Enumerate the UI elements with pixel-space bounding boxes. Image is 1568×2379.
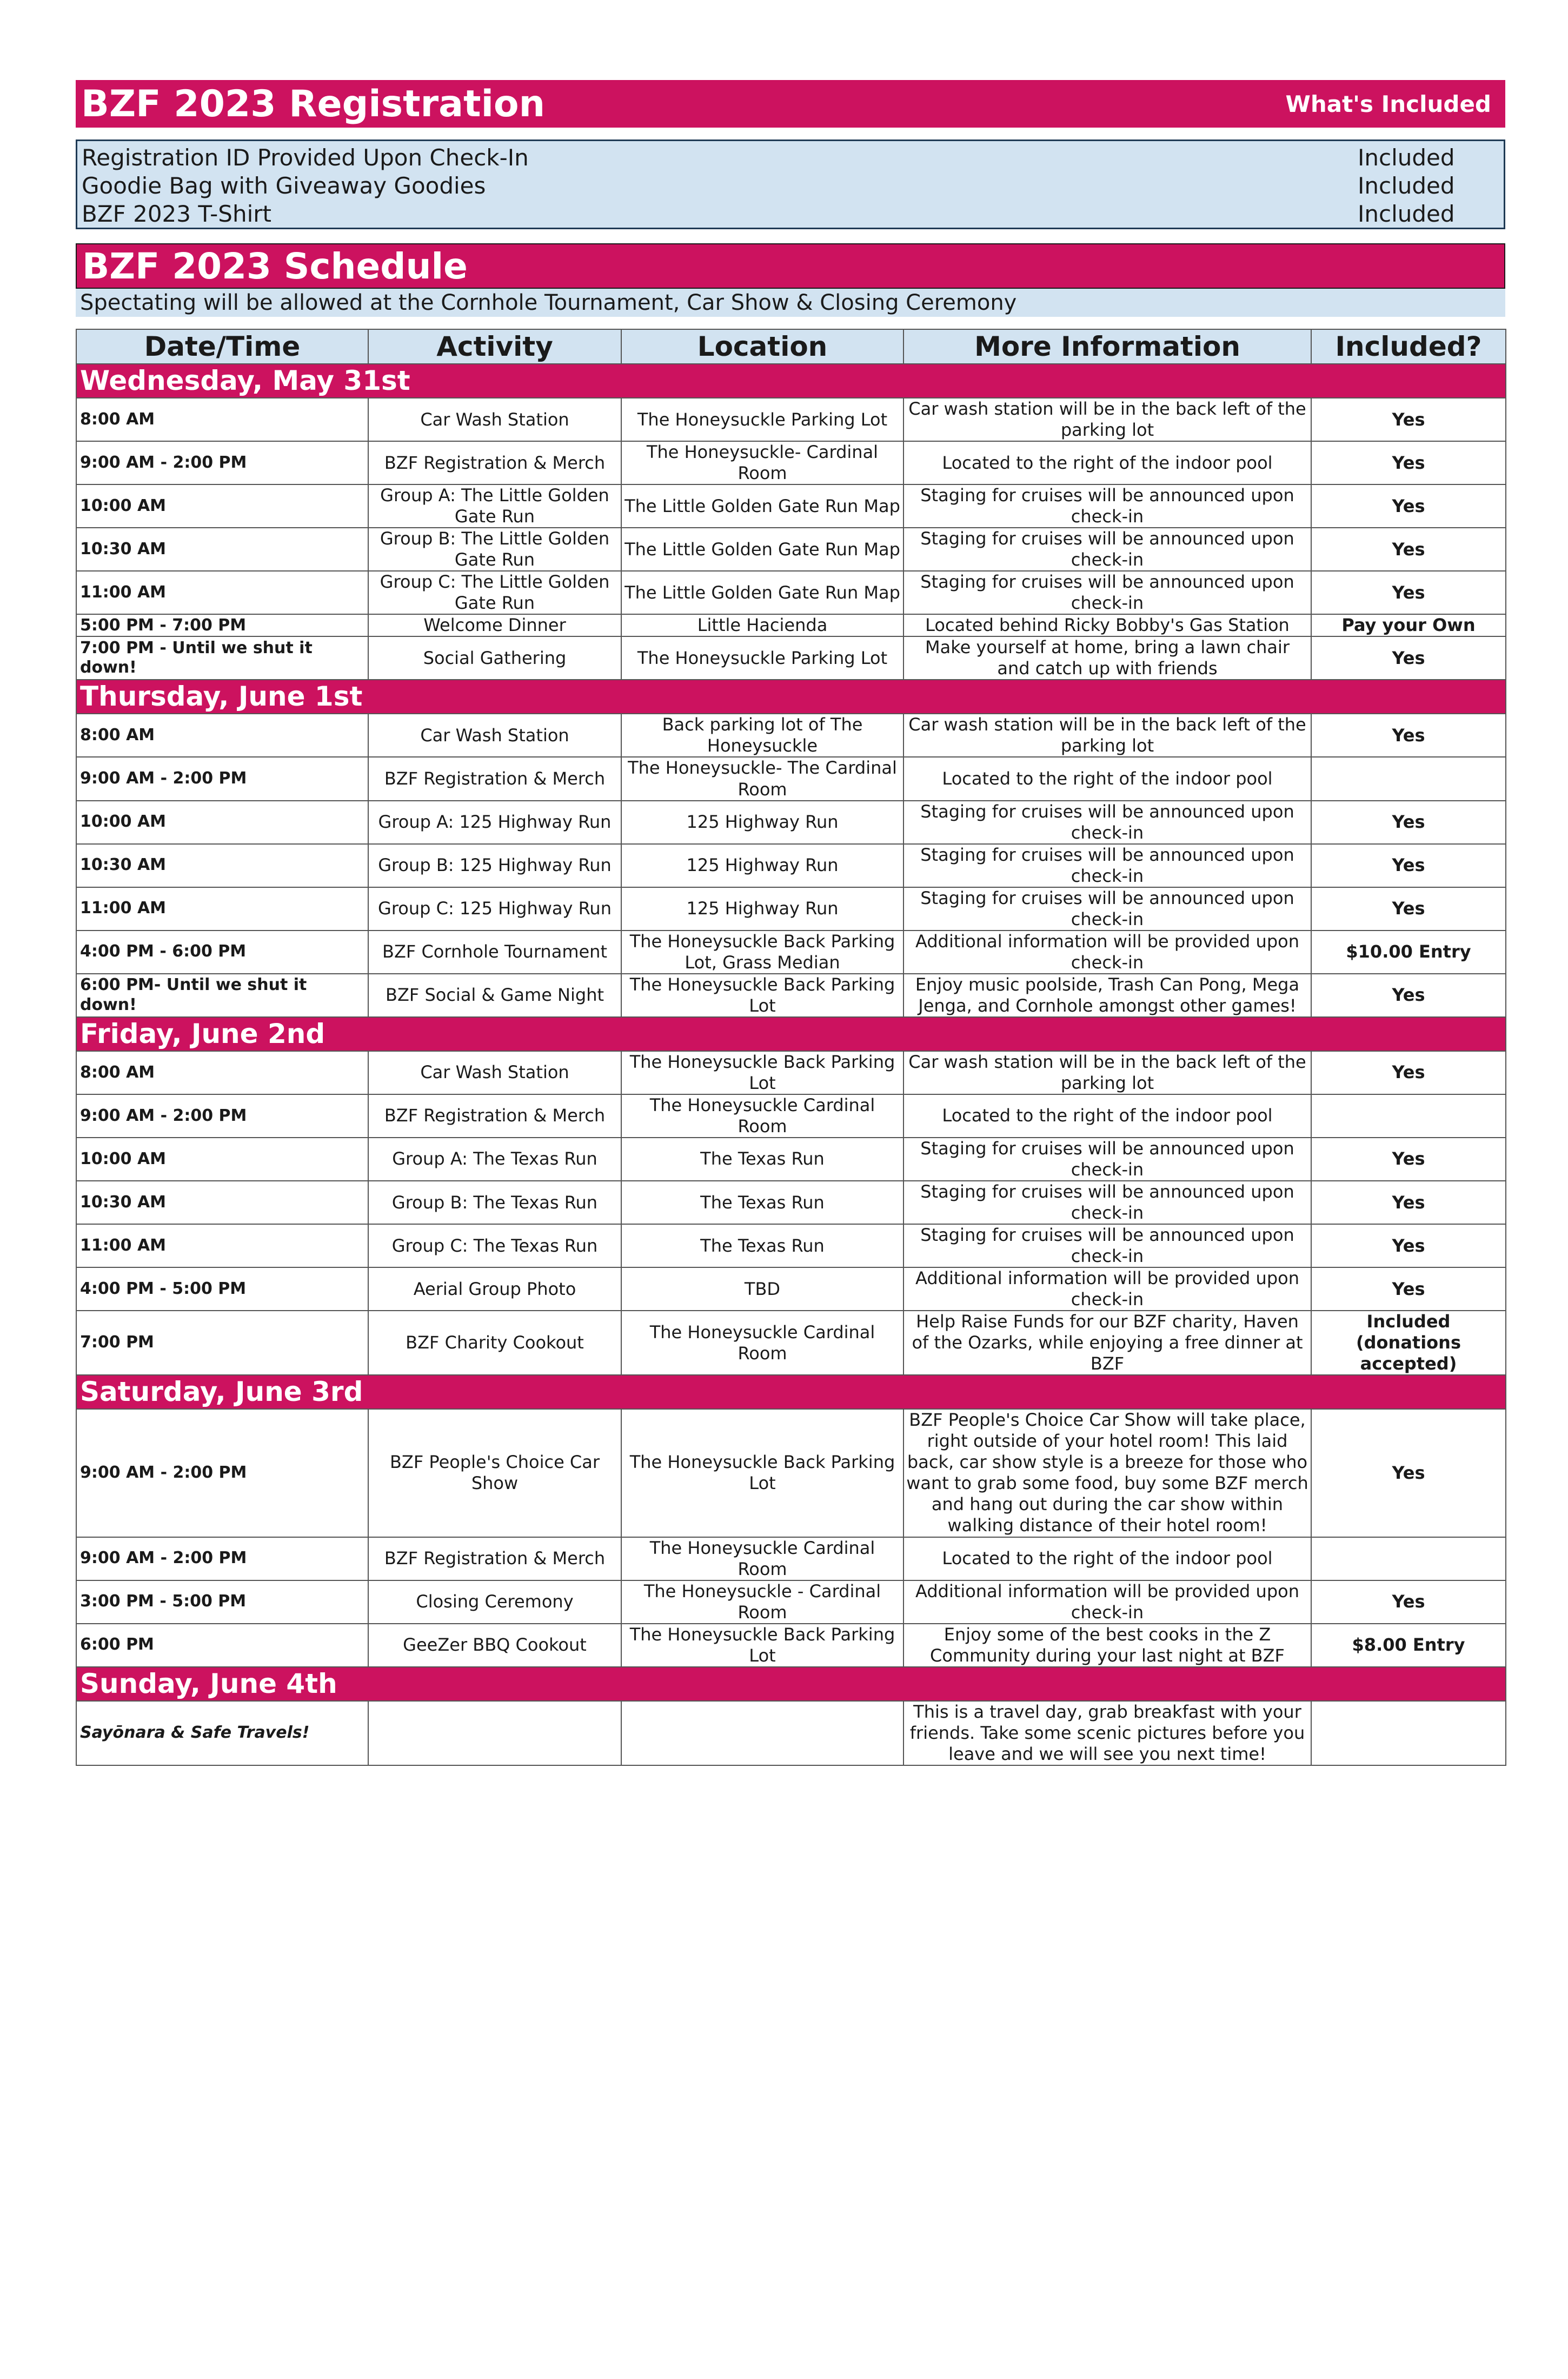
- event-location: The Little Golden Gate Run Map: [621, 528, 903, 571]
- day-header-row: [76, 1667, 1506, 1701]
- day-header-row: [76, 1017, 1506, 1051]
- event-included: Yes: [1311, 714, 1506, 757]
- column-header-info: More Information: [903, 329, 1311, 364]
- event-included: Yes: [1311, 887, 1506, 931]
- event-time: 10:00 AM: [76, 801, 368, 844]
- event-location: The Honeysuckle Cardinal Room: [621, 1537, 903, 1580]
- registration-item-label: Registration ID Provided Upon Check-In: [82, 144, 529, 171]
- schedule-row: [76, 1138, 1506, 1181]
- event-activity: Group C: The Texas Run: [368, 1224, 621, 1267]
- schedule-row: [76, 1701, 1506, 1765]
- registration-title: BZF 2023 Registration: [81, 82, 546, 125]
- schedule-body: [76, 364, 1506, 1765]
- registration-item: [77, 143, 1504, 171]
- schedule-table: [76, 329, 1506, 1766]
- event-included: Yes: [1311, 1138, 1506, 1181]
- column-header-included: Included?: [1311, 329, 1506, 364]
- event-location: The Little Golden Gate Run Map: [621, 484, 903, 528]
- event-activity: Group A: The Little Golden Gate Run: [368, 484, 621, 528]
- event-location: The Honeysuckle- Cardinal Room: [621, 441, 903, 484]
- event-activity: Group C: 125 Highway Run: [368, 887, 621, 931]
- day-header: Sunday, June 4th: [76, 1667, 1506, 1701]
- registration-header: [76, 80, 1505, 128]
- event-info: Located to the right of the indoor pool: [903, 1537, 1311, 1580]
- day-header: Wednesday, May 31st: [76, 364, 1506, 398]
- event-included: [1311, 757, 1506, 800]
- event-info: Staging for cruises will be announced upon check-in: [903, 887, 1311, 931]
- schedule-title: BZF 2023 Schedule: [82, 245, 468, 287]
- schedule-row: [76, 1051, 1506, 1094]
- schedule-row: [76, 571, 1506, 614]
- event-location: The Honeysuckle Back Parking Lot: [621, 1051, 903, 1094]
- event-activity: BZF People's Choice Car Show: [368, 1409, 621, 1537]
- event-time: 8:00 AM: [76, 398, 368, 441]
- event-activity: Welcome Dinner: [368, 614, 621, 636]
- event-included: Yes: [1311, 974, 1506, 1017]
- column-header-location: Location: [621, 329, 903, 364]
- event-activity: BZF Registration & Merch: [368, 1094, 621, 1138]
- event-activity: GeeZer BBQ Cookout: [368, 1624, 621, 1667]
- event-time: 6:00 PM: [76, 1624, 368, 1667]
- event-info: Additional information will be provided upon check-in: [903, 1580, 1311, 1624]
- event-time: 10:30 AM: [76, 1181, 368, 1224]
- event-time: Sayōnara & Safe Travels!: [76, 1701, 368, 1765]
- registration-item: [77, 200, 1504, 228]
- event-activity: Group B: The Little Golden Gate Run: [368, 528, 621, 571]
- event-location: The Texas Run: [621, 1181, 903, 1224]
- event-location: The Honeysuckle Back Parking Lot: [621, 1624, 903, 1667]
- event-info: Staging for cruises will be announced upon check-in: [903, 844, 1311, 887]
- event-info: Staging for cruises will be announced upon check-in: [903, 1224, 1311, 1267]
- event-info: Car wash station will be in the back left of the parking lot: [903, 398, 1311, 441]
- event-info: Staging for cruises will be announced upon check-in: [903, 484, 1311, 528]
- event-included: Yes: [1311, 441, 1506, 484]
- event-info: Car wash station will be in the back left of the parking lot: [903, 1051, 1311, 1094]
- event-activity: Group A: The Texas Run: [368, 1138, 621, 1181]
- event-info: Staging for cruises will be announced upon check-in: [903, 1138, 1311, 1181]
- event-time: 9:00 AM - 2:00 PM: [76, 1537, 368, 1580]
- schedule-row: [76, 484, 1506, 528]
- event-activity: Aerial Group Photo: [368, 1267, 621, 1311]
- event-activity: Social Gathering: [368, 636, 621, 680]
- schedule-header: [76, 243, 1505, 289]
- event-activity: BZF Registration & Merch: [368, 757, 621, 800]
- event-location: [621, 1701, 903, 1765]
- registration-item-label: Goodie Bag with Giveaway Goodies: [82, 172, 486, 199]
- event-info: Located to the right of the indoor pool: [903, 757, 1311, 800]
- event-location: The Honeysuckle Back Parking Lot: [621, 974, 903, 1017]
- event-time: 6:00 PM- Until we shut it down!: [76, 974, 368, 1017]
- schedule-row: [76, 801, 1506, 844]
- schedule-row: [76, 1267, 1506, 1311]
- event-included: Yes: [1311, 844, 1506, 887]
- event-time: 9:00 AM - 2:00 PM: [76, 1409, 368, 1537]
- event-location: The Honeysuckle Parking Lot: [621, 398, 903, 441]
- event-time: 5:00 PM - 7:00 PM: [76, 614, 368, 636]
- schedule-row: [76, 1537, 1506, 1580]
- registration-item-status: Included: [1358, 172, 1455, 199]
- event-location: Little Hacienda: [621, 614, 903, 636]
- event-time: 4:00 PM - 5:00 PM: [76, 1267, 368, 1311]
- event-time: 10:00 AM: [76, 1138, 368, 1181]
- event-location: 125 Highway Run: [621, 801, 903, 844]
- registration-sheet: [76, 80, 1505, 1766]
- event-activity: BZF Social & Game Night: [368, 974, 621, 1017]
- event-included: Yes: [1311, 398, 1506, 441]
- event-time: 10:30 AM: [76, 528, 368, 571]
- event-activity: Car Wash Station: [368, 398, 621, 441]
- schedule-row: [76, 398, 1506, 441]
- event-activity: Group B: The Texas Run: [368, 1181, 621, 1224]
- event-time: 11:00 AM: [76, 1224, 368, 1267]
- event-time: 3:00 PM - 5:00 PM: [76, 1580, 368, 1624]
- event-included: Yes: [1311, 1580, 1506, 1624]
- event-included: Pay your Own: [1311, 614, 1506, 636]
- event-info: Enjoy some of the best cooks in the Z Community during your last night at BZF: [903, 1624, 1311, 1667]
- schedule-row: [76, 614, 1506, 636]
- event-info: Additional information will be provided upon check-in: [903, 1267, 1311, 1311]
- schedule-row: [76, 1224, 1506, 1267]
- event-info: Car wash station will be in the back left of the parking lot: [903, 714, 1311, 757]
- registration-item-status: Included: [1358, 144, 1455, 171]
- schedule-row: [76, 1409, 1506, 1537]
- event-info: Staging for cruises will be announced upon check-in: [903, 528, 1311, 571]
- schedule-row: [76, 1094, 1506, 1138]
- column-header-activity: Activity: [368, 329, 621, 364]
- event-time: 9:00 AM - 2:00 PM: [76, 757, 368, 800]
- schedule-row: [76, 974, 1506, 1017]
- event-info: Staging for cruises will be announced upon check-in: [903, 1181, 1311, 1224]
- event-included: Yes: [1311, 1181, 1506, 1224]
- registration-item: [77, 171, 1504, 200]
- event-location: The Honeysuckle - Cardinal Room: [621, 1580, 903, 1624]
- event-activity: Group A: 125 Highway Run: [368, 801, 621, 844]
- event-location: 125 Highway Run: [621, 844, 903, 887]
- event-included: $8.00 Entry: [1311, 1624, 1506, 1667]
- event-activity: [368, 1701, 621, 1765]
- event-location: The Honeysuckle Back Parking Lot, Grass Median: [621, 931, 903, 974]
- event-included: Included (donations accepted): [1311, 1311, 1506, 1375]
- event-location: Back parking lot of The Honeysuckle: [621, 714, 903, 757]
- event-activity: BZF Cornhole Tournament: [368, 931, 621, 974]
- schedule-note: Spectating will be allowed at the Cornhole Tournament, Car Show & Closing Ceremony: [76, 289, 1505, 317]
- event-included: [1311, 1537, 1506, 1580]
- event-activity: Group B: 125 Highway Run: [368, 844, 621, 887]
- event-included: [1311, 1701, 1506, 1765]
- event-time: 8:00 AM: [76, 1051, 368, 1094]
- event-info: BZF People's Choice Car Show will take place, right outside of your hotel room! This laid back, car show style is a breeze for those who want to grab some food, buy some BZF merch and hang out during the car show within walking distance of their hotel room!: [903, 1409, 1311, 1537]
- event-time: 11:00 AM: [76, 887, 368, 931]
- event-location: The Honeysuckle Cardinal Room: [621, 1094, 903, 1138]
- event-included: Yes: [1311, 571, 1506, 614]
- event-info: Located to the right of the indoor pool: [903, 1094, 1311, 1138]
- event-info: Located behind Ricky Bobby's Gas Station: [903, 614, 1311, 636]
- event-info: Staging for cruises will be announced upon check-in: [903, 801, 1311, 844]
- event-included: [1311, 1094, 1506, 1138]
- event-location: 125 Highway Run: [621, 887, 903, 931]
- event-info: Staging for cruises will be announced upon check-in: [903, 571, 1311, 614]
- event-time: 8:00 AM: [76, 714, 368, 757]
- event-included: Yes: [1311, 528, 1506, 571]
- schedule-row: [76, 887, 1506, 931]
- event-location: The Little Golden Gate Run Map: [621, 571, 903, 614]
- event-location: TBD: [621, 1267, 903, 1311]
- day-header-row: [76, 680, 1506, 714]
- day-header: Saturday, June 3rd: [76, 1375, 1506, 1409]
- schedule-row: [76, 714, 1506, 757]
- event-activity: BZF Registration & Merch: [368, 1537, 621, 1580]
- event-info: Help Raise Funds for our BZF charity, Haven of the Ozarks, while enjoying a free dinner at BZF: [903, 1311, 1311, 1375]
- day-header-row: [76, 1375, 1506, 1409]
- event-time: 4:00 PM - 6:00 PM: [76, 931, 368, 974]
- day-header: Thursday, June 1st: [76, 680, 1506, 714]
- event-activity: Car Wash Station: [368, 1051, 621, 1094]
- event-included: Yes: [1311, 1051, 1506, 1094]
- event-time: 7:00 PM: [76, 1311, 368, 1375]
- schedule-row: [76, 757, 1506, 800]
- event-activity: Car Wash Station: [368, 714, 621, 757]
- event-included: Yes: [1311, 1409, 1506, 1537]
- day-header-row: [76, 364, 1506, 398]
- event-included: Yes: [1311, 636, 1506, 680]
- schedule-row: [76, 1181, 1506, 1224]
- schedule-row: [76, 441, 1506, 484]
- event-included: $10.00 Entry: [1311, 931, 1506, 974]
- day-header: Friday, June 2nd: [76, 1017, 1506, 1051]
- event-info: Enjoy music poolside, Trash Can Pong, Mega Jenga, and Cornhole amongst other games!: [903, 974, 1311, 1017]
- event-included: Yes: [1311, 801, 1506, 844]
- event-location: The Texas Run: [621, 1224, 903, 1267]
- event-time: 10:00 AM: [76, 484, 368, 528]
- event-location: The Honeysuckle Parking Lot: [621, 636, 903, 680]
- registration-list: [76, 139, 1505, 229]
- event-time: 10:30 AM: [76, 844, 368, 887]
- event-location: The Honeysuckle Back Parking Lot: [621, 1409, 903, 1537]
- event-info: Located to the right of the indoor pool: [903, 441, 1311, 484]
- schedule-row: [76, 844, 1506, 887]
- event-time: 11:00 AM: [76, 571, 368, 614]
- schedule-header-row: [76, 329, 1506, 364]
- event-activity: BZF Registration & Merch: [368, 441, 621, 484]
- event-included: Yes: [1311, 1224, 1506, 1267]
- event-info: Make yourself at home, bring a lawn chair and catch up with friends: [903, 636, 1311, 680]
- event-time: 7:00 PM - Until we shut it down!: [76, 636, 368, 680]
- event-location: The Honeysuckle- The Cardinal Room: [621, 757, 903, 800]
- schedule-row: [76, 931, 1506, 974]
- column-header-datetime: Date/Time: [76, 329, 368, 364]
- event-info: Additional information will be provided upon check-in: [903, 931, 1311, 974]
- event-info: This is a travel day, grab breakfast with your friends. Take some scenic pictures before you leave and we will see you next time!: [903, 1701, 1311, 1765]
- event-time: 9:00 AM - 2:00 PM: [76, 1094, 368, 1138]
- event-activity: BZF Charity Cookout: [368, 1311, 621, 1375]
- schedule-row: [76, 1624, 1506, 1667]
- event-location: The Texas Run: [621, 1138, 903, 1181]
- registration-item-status: Included: [1358, 200, 1455, 227]
- schedule-row: [76, 528, 1506, 571]
- whats-included-label: What's Included: [1285, 90, 1491, 117]
- registration-item-label: BZF 2023 T-Shirt: [82, 200, 271, 227]
- event-activity: Closing Ceremony: [368, 1580, 621, 1624]
- event-time: 9:00 AM - 2:00 PM: [76, 441, 368, 484]
- schedule-row: [76, 636, 1506, 680]
- event-included: Yes: [1311, 484, 1506, 528]
- event-activity: Group C: The Little Golden Gate Run: [368, 571, 621, 614]
- schedule-row: [76, 1580, 1506, 1624]
- event-location: The Honeysuckle Cardinal Room: [621, 1311, 903, 1375]
- schedule-row: [76, 1311, 1506, 1375]
- event-included: Yes: [1311, 1267, 1506, 1311]
